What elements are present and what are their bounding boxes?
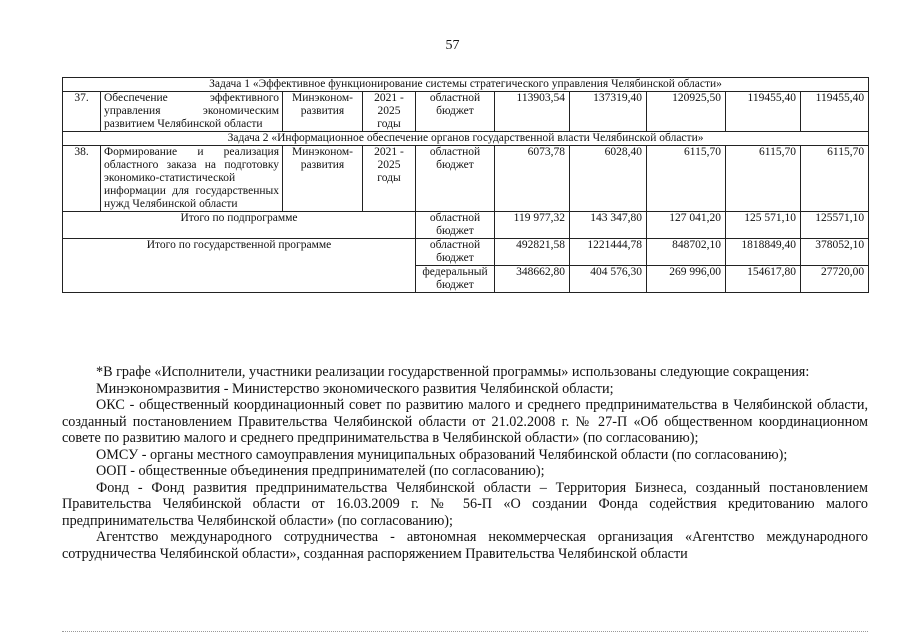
note-paragraph: *В графе «Исполнители, участники реализации государственной программы» использованы следующие сокращения: <box>96 364 810 380</box>
activity-name: Формирование и реализация областного заказа на подготовку экономико-статистической информации для государственных нужд Челябинской области <box>101 146 283 212</box>
task-row <box>63 78 869 92</box>
value-cell: 1221444,78 <box>570 239 647 266</box>
abbreviation-notes <box>62 364 868 562</box>
executor: Минэконом-развития <box>283 146 363 212</box>
value-cell: 6073,78 <box>495 146 570 212</box>
funding-source: областной бюджет <box>416 212 495 239</box>
program-total-row <box>63 239 869 266</box>
activity-name: Обеспечение эффективного управления экономическим развитием Челябинской области <box>101 92 283 132</box>
note-paragraph: ОКС - общественный координационный совет по развитию малого и среднего предпринимательства в Челябинской области, созданный постановлением Правительства Челябинской области от 21.02.2008 г. № 27-П «Об общественном координационном совете по развитию малого и среднего предпринимательства в Челябинской области» (по согласованию); <box>62 397 868 446</box>
total-label: Итого по подпрограмме <box>63 212 416 239</box>
value-cell: 6028,40 <box>570 146 647 212</box>
note-paragraph: Минэкономразвития - Министерство экономического развития Челябинской области; <box>96 380 614 397</box>
note-paragraph: ОМСУ - органы местного самоуправления муниципальных образований Челябинской области (по согласованию); <box>96 446 788 463</box>
value-cell: 492821,58 <box>495 239 570 266</box>
value-cell: 6115,70 <box>647 146 726 212</box>
value-cell: 154617,80 <box>726 266 801 293</box>
value-cell: 269 996,00 <box>647 266 726 293</box>
funding-source: областной бюджет <box>416 239 495 266</box>
note-paragraph: Агентство международного сотрудничества - автономная некоммерческая организация «Агентство международного сотрудничества Челябинской области», созданная распоряжением Правительства Челябинской области <box>62 529 868 562</box>
value-cell: 119455,40 <box>726 92 801 132</box>
total-label: Итого по государственной программе <box>63 239 416 293</box>
funding-source: федеральный бюджет <box>416 266 495 293</box>
years: 2021 - 2025 годы <box>363 92 416 132</box>
budget-table <box>62 77 869 293</box>
value-cell: 127 041,20 <box>647 212 726 239</box>
row-number: 38. <box>63 146 101 212</box>
value-cell: 6115,70 <box>801 146 869 212</box>
value-cell: 113903,54 <box>495 92 570 132</box>
value-cell: 378052,10 <box>801 239 869 266</box>
subprogram-total-row <box>63 212 869 239</box>
task-row <box>63 132 869 146</box>
page-number: 57 <box>445 38 460 53</box>
value-cell: 120925,50 <box>647 92 726 132</box>
value-cell: 119 977,32 <box>495 212 570 239</box>
value-cell: 137319,40 <box>570 92 647 132</box>
value-cell: 119455,40 <box>801 92 869 132</box>
years: 2021 - 2025 годы <box>363 146 416 212</box>
table-row <box>63 92 869 132</box>
page-bottom-divider <box>62 631 868 632</box>
funding-source: областной бюджет <box>416 146 495 212</box>
value-cell: 6115,70 <box>726 146 801 212</box>
table-row <box>63 146 869 212</box>
value-cell: 1818849,40 <box>726 239 801 266</box>
value-cell: 125 571,10 <box>726 212 801 239</box>
note-paragraph: ООП - общественные объединения предпринимателей (по согласованию); <box>96 463 545 479</box>
value-cell: 125571,10 <box>801 212 869 239</box>
funding-source: областной бюджет <box>416 92 495 132</box>
value-cell: 348662,80 <box>495 266 570 293</box>
value-cell: 27720,00 <box>801 266 869 293</box>
value-cell: 143 347,80 <box>570 212 647 239</box>
task-title: Задача 1 «Эффективное функционирование системы стратегического управления Челябинской области» <box>63 78 869 92</box>
executor: Минэконом-развития <box>283 92 363 132</box>
value-cell: 404 576,30 <box>570 266 647 293</box>
row-number: 37. <box>63 92 101 132</box>
task-title: Задача 2 «Информационное обеспечение органов государственной власти Челябинской области» <box>63 132 869 146</box>
value-cell: 848702,10 <box>647 239 726 266</box>
note-paragraph: Фонд - Фонд развития предпринимательства Челябинской области – Территория Бизнеса, созданный постановлением Правительства Челябинской области от 16.03.2009 г. № 56-П «О создании Фонда содействия кредитованию малого предпринимательства Челябинской области» (по согласованию); <box>62 479 868 529</box>
